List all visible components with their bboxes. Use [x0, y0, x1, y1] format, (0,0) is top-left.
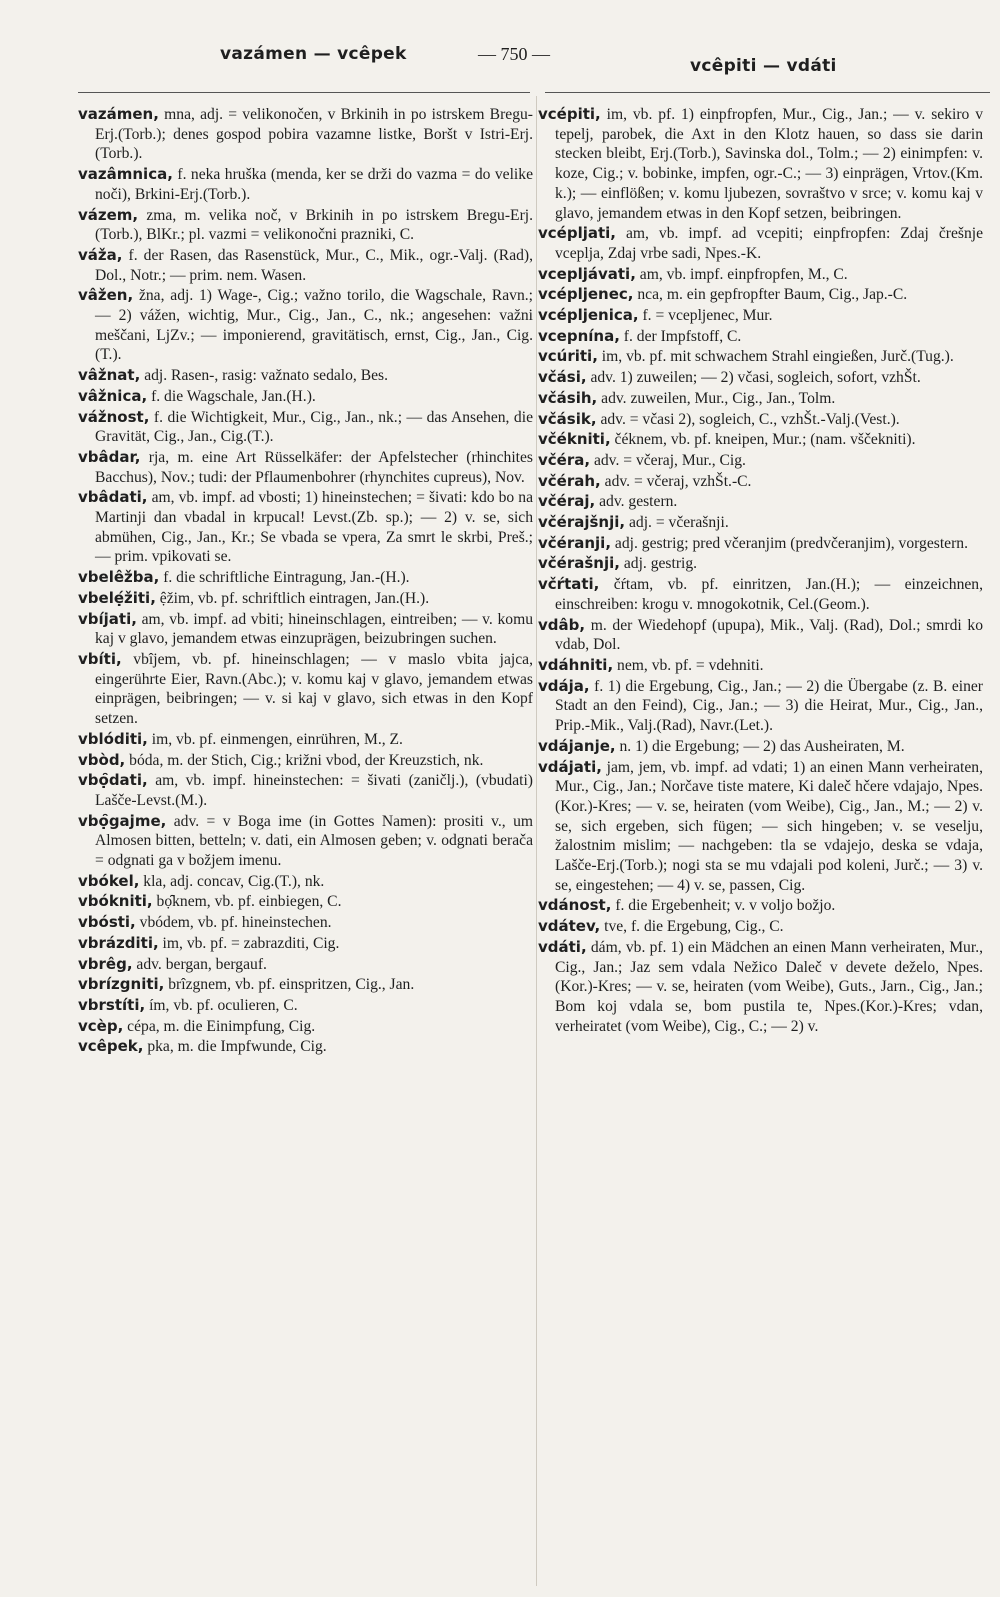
- entry-definition: f. = vcepljenec, Mur.: [638, 307, 773, 325]
- dictionary-entry: [538, 513, 983, 533]
- entry-headword: vdâb,: [538, 615, 586, 634]
- dictionary-entry: [538, 472, 983, 492]
- entry-definition: bọ̑knem, vb. pf. einbiegen, C.: [152, 893, 342, 911]
- entry-definition: adv. bergan, bergauf.: [132, 955, 267, 973]
- dictionary-entry: [538, 347, 983, 367]
- dictionary-entry: [538, 492, 983, 512]
- dictionary-entry: [78, 246, 533, 285]
- dictionary-entry: [538, 430, 983, 450]
- entry-definition: tve, f. die Ergebung, Cig., C.: [600, 918, 784, 936]
- entry-headword: vázem,: [78, 205, 139, 224]
- dictionary-entry: [78, 448, 533, 487]
- entry-headword: vbọ̑gajme,: [78, 811, 167, 830]
- entry-definition: im, vb. pf. 1) einpfropfen, Mur., Cig., Jan.; — v. sekiro v tepelj, parobek, die Axt in den Klotz hauen, so dass sie darin stecken bleibt, Erj.(Torb.), Savinska dol., Tolm.; — 2) einimpfen: v. koze, Cig.; v. bobinke, impfen, ogr.-C.; — 3) einprägen, Vrtov.(Km. k.); — einflößen; v. komu ljubezen, sovraštvo v srce; v. komu kaj v glavo, jemandem etwas in den Kopf setzen, beibringen.: [555, 106, 983, 222]
- entry-definition: adj. gestrig; pred včeranjim (predvčeranjim), vorgestern.: [611, 534, 968, 552]
- dictionary-entry: [538, 534, 983, 554]
- entry-definition: kla, adj. concav, Cig.(T.), nk.: [139, 872, 325, 890]
- entry-definition: n. 1) die Ergebung; — 2) das Ausheiraten, M.: [615, 737, 905, 755]
- dictionary-entry: [538, 938, 983, 1037]
- entry-definition: ệžim, vb. pf. schriftlich eintragen, Jan.(H.).: [155, 589, 430, 607]
- entry-definition: zma, m. velika noč, v Brkinih in po istrskem Bregu-Erj.(Torb.), BlKr.; pl. vazmi = velikonočni prazniki, C.: [95, 206, 533, 244]
- entry-definition: pka, m. die Impfwunde, Cig.: [143, 1038, 327, 1056]
- entry-headword: vcépiti,: [538, 105, 601, 123]
- entry-definition: rja, m. eine Art Rüsselkäfer: der Apfelstecher (rhinchites Bacchus), Nov.; tudi: der Pflaumenbohrer (rhynchites cupreus), Nov.: [95, 448, 533, 486]
- dictionary-entry: [538, 758, 983, 896]
- page-header: [0, 36, 1000, 76]
- entry-definition: dám, vb. pf. 1) ein Mädchen an einen Mann verheiraten, Mur., Cig., Jan.; Jaz sem vdala Nežico Daleč v devete deželo, Npes.(Kor.)-Kres; — v. se, heiraten (vom Weibe), Guts., Jarn., Cig., Jan.; Bom koj vdala se, bom pustila te, Npes.(Kor.)-Kres; vdan, verheiratet (vom Weibe), Cig., C.; — 2) v.: [555, 938, 983, 1035]
- dictionary-entry: [538, 285, 983, 305]
- entry-headword: vdáti,: [538, 937, 587, 956]
- dictionary-entry: [78, 387, 533, 407]
- entry-headword: včérah,: [538, 471, 601, 490]
- entry-definition: cépa, m. die Einimpfung, Cig.: [123, 1017, 316, 1035]
- entry-definition: f. neka hruška (menda, ker se drži do vazma = do velike noči), Brkini-Erj.(Torb.).: [95, 166, 533, 203]
- dictionary-entry: [538, 616, 983, 655]
- entry-headword: vbíjati,: [78, 609, 137, 628]
- entry-headword: vazâmnica,: [78, 165, 173, 184]
- entry-headword: vdájati,: [538, 757, 602, 776]
- entry-headword: vbâdar,: [78, 447, 141, 466]
- dictionary-entry: [538, 389, 983, 409]
- dictionary-entry: [78, 366, 533, 386]
- entry-definition: am, vb. impf. ad vcepiti; einpfropfen: Zdaj črešnje vceplja, Zdaj vrbe sadi, Npes.-K.: [555, 225, 983, 262]
- dictionary-entry: [78, 589, 533, 609]
- entry-headword: včási,: [538, 368, 587, 387]
- entry-headword: vbókniti,: [78, 892, 153, 911]
- entry-headword: vbósti,: [78, 913, 136, 932]
- entry-headword: vbókel,: [78, 871, 140, 890]
- entry-definition: im, vb. pf. mit schwachem Strahl eingießen, Jurč.(Tug.).: [597, 348, 954, 366]
- entry-definition: f. die Wagschale, Jan.(H.).: [147, 387, 316, 405]
- entry-headword: vazámen,: [78, 105, 159, 123]
- entry-definition: am, vb. impf. einpfropfen, M., C.: [635, 265, 848, 283]
- entry-definition: ím, vb. pf. oculieren, C.: [145, 996, 298, 1014]
- entry-definition: am, vb. impf. hineinstechen: = šivati (zaničlj.), (vbudati) Lašče-Levst.(M.).: [95, 772, 533, 809]
- dictionary-entry: [538, 554, 983, 574]
- entry-headword: vcépljati,: [538, 224, 616, 243]
- page-number: — 750 —: [478, 44, 550, 64]
- entry-headword: včásih,: [538, 388, 598, 407]
- entry-definition: adj. gestrig.: [619, 555, 698, 573]
- entry-definition: adv. gestern.: [595, 493, 678, 511]
- header-rule-right: [545, 92, 990, 93]
- entry-definition: im, vb. pf. = zabrazditi, Cig.: [158, 934, 340, 952]
- dictionary-entry: [538, 656, 983, 676]
- dictionary-entry: [538, 917, 983, 937]
- entry-headword: vcèp,: [78, 1016, 124, 1035]
- entry-headword: vbrízgniti,: [78, 975, 165, 994]
- left-column: [78, 105, 533, 1058]
- entry-headword: vdáhniti,: [538, 655, 614, 674]
- entry-definition: nca, m. ein gepfropfter Baum, Cig., Jap.-C.: [633, 286, 908, 304]
- entry-headword: vcépljenica,: [538, 306, 639, 325]
- entry-headword: včérajšnji,: [538, 513, 626, 532]
- entry-headword: vdánost,: [538, 896, 612, 915]
- entry-definition: f. der Impfstoff, C.: [619, 327, 742, 345]
- dictionary-entry: [538, 737, 983, 757]
- dictionary-entry: [538, 105, 983, 223]
- entry-headword: včékniti,: [538, 430, 611, 449]
- entry-definition: čŕtam, vb. pf. einritzen, Jan.(H.); — einzeichnen, einschreiben: krogu v. mnogokotnik, Cel.(Geom.).: [555, 576, 983, 613]
- entry-definition: f. der Rasen, das Rasenstück, Mur., C., Mik., ogr.-Valj. (Rad), Dol., Notr.; — prim. nem. Wasen.: [95, 246, 533, 284]
- entry-headword: vcépljenec,: [538, 285, 634, 304]
- dictionary-entry: [78, 105, 533, 164]
- entry-headword: vbrázditi,: [78, 933, 159, 952]
- entry-headword: včásik,: [538, 409, 597, 428]
- entry-headword: včérašnji,: [538, 554, 620, 573]
- dictionary-entry: [78, 975, 533, 995]
- entry-headword: vcêpek,: [78, 1037, 144, 1056]
- dictionary-entry: [538, 368, 983, 388]
- header-rule-left: [78, 92, 530, 93]
- entry-headword: vážnost,: [78, 407, 150, 426]
- entry-definition: čéknem, vb. pf. kneipen, Mur.; (nam. vščekniti).: [610, 431, 916, 449]
- entry-definition: brîzgnem, vb. pf. einspritzen, Cig., Jan.: [164, 976, 415, 994]
- dictionary-entry: [538, 410, 983, 430]
- dictionary-entry: [538, 677, 983, 736]
- entry-definition: m. der Wiedehopf (upupa), Mik., Valj. (Rad), Dol.; smrdi ko vdab, Dol.: [555, 616, 983, 654]
- entry-headword: váža,: [78, 245, 123, 264]
- entry-definition: adj. Rasen-, rasig: važnato sedalo, Bes.: [140, 367, 389, 385]
- dictionary-entry: [78, 730, 533, 750]
- entry-headword: vbrêg,: [78, 954, 133, 973]
- entry-definition: adv. 1) zuweilen; — 2) včasi, sogleich, sofort, vzhŠt.: [586, 369, 921, 387]
- entry-headword: vbelẹ́žiti,: [78, 588, 156, 607]
- column-divider: [536, 96, 537, 1586]
- entry-headword: vcepnína,: [538, 326, 620, 345]
- entry-definition: adv. = včeraj, vzhŠt.-C.: [600, 472, 752, 490]
- entry-headword: vbelêžba,: [78, 568, 160, 587]
- dictionary-entry: [78, 286, 533, 365]
- header-left-range: vazámen — vcêpek: [220, 44, 407, 64]
- entry-headword: včéranji,: [538, 533, 612, 552]
- entry-definition: am, vb. impf. ad vbiti; hineinschlagen, eintreiben; — v. komu kaj v glavo, jemandem etwas einzuprägen, beizubringen suchen.: [95, 610, 533, 648]
- entry-headword: vbíti,: [78, 649, 122, 668]
- dictionary-entry: [78, 650, 533, 729]
- entry-headword: vbòd,: [78, 750, 126, 769]
- entry-definition: jam, jem, vb. impf. ad vdati; 1) an einen Mann verheiraten, Mur., Cig., Jan.; Norčave tiste matere, Ki daleč hčere vdajajo, Npes.(Kor.)-Kres; — v. se, heiraten (vom Weibe), Cig., Jan., M.; — 2) v. se, sich ergeben, sich fügen; — sich hingeben; v. se veselju, žalostnim mislim; — nachgeben: tla se vdajejo, deska se vdaja, Lašče-Erj.(Torb.); nogi sta se mu vdajali pod koleni, Jurč.; — 3) v. se, eingestehen; — 4) v. se, passen, Cig.: [555, 758, 983, 894]
- entry-definition: nem, vb. pf. = vdehniti.: [613, 656, 764, 674]
- entry-headword: vdájanje,: [538, 736, 616, 755]
- dictionary-entry: [78, 812, 533, 871]
- dictionary-entry: [78, 913, 533, 933]
- dictionary-entry: [538, 224, 983, 263]
- entry-headword: vbâdati,: [78, 488, 148, 507]
- entry-definition: im, vb. pf. einmengen, einrühren, M., Z.: [147, 730, 403, 748]
- entry-definition: adv. = včeraj, Mur., Cig.: [590, 451, 746, 469]
- dictionary-entry: [538, 306, 983, 326]
- entry-definition: am, vb. impf. ad vbosti; 1) hineinstechen; = šivati: kdo bo na Martinji dan vbadal in krpucal! Levst.(Zb. sp.); — 2) v. se, sich abmühen, Cig., Jan., Kr.; Se vbada se vpera, Za smrt le skrbi, Preš.; — prim. vpikovati se.: [95, 489, 533, 566]
- entry-headword: vâžnica,: [78, 386, 148, 405]
- entry-definition: mna, adj. = velikonočen, v Brkinih in po istrskem Bregu-Erj.(Torb.); denes gospod pobira vazamne listke, Boršt v Istri-Erj.(Torb.).: [95, 106, 533, 163]
- dictionary-entry: [78, 872, 533, 892]
- dictionary-entry: [78, 751, 533, 771]
- dictionary-entry: [538, 896, 983, 916]
- entry-headword: vcúriti,: [538, 347, 598, 366]
- entry-headword: vbrstíti,: [78, 995, 146, 1014]
- entry-headword: vbọ̑dati,: [78, 771, 148, 790]
- entry-definition: adv. = v Boga ime (in Gottes Namen): prositi v., um Almosen bitten, betteln; v. dati, ein Almosen geben; v. odgnati berača = odgnati ga v božjem imenu.: [95, 812, 533, 870]
- dictionary-entry: [78, 892, 533, 912]
- entry-headword: vdája,: [538, 676, 590, 695]
- dictionary-entry: [78, 568, 533, 588]
- dictionary-entry: [538, 265, 983, 285]
- dictionary-entry: [78, 1037, 533, 1057]
- right-column: [538, 105, 983, 1037]
- dictionary-entry: [538, 327, 983, 347]
- dictionary-entry: [78, 771, 533, 810]
- dictionary-entry: [78, 488, 533, 567]
- dictionary-entry: [78, 610, 533, 649]
- dictionary-entry: [78, 1017, 533, 1037]
- entry-definition: bóda, m. der Stich, Cig.; križni vbod, der Kreuzstich, nk.: [125, 751, 484, 769]
- entry-definition: vbîjem, vb. pf. hineinschlagen; — v maslo vbita jajca, eingerührte Eier, Ravn.(Abc.); v. komu kaj v glavo, jemandem etwas einprägen, beibringen; — v. si kaj v glavo, sich etwas in den Kopf setzen.: [95, 650, 533, 728]
- entry-headword: vcepljávati,: [538, 264, 636, 283]
- entry-definition: f. 1) die Ergebung, Cig., Jan.; — 2) die Übergabe (z. B. einer Stadt an den Feind), Cig., Jan.; — 3) die Heirat, Mur., Cig., Jan., Prip.-Mik., Valj.(Rad), Navr.(Let.).: [555, 677, 983, 735]
- entry-definition: f. die schriftliche Eintragung, Jan.-(H.).: [159, 569, 410, 587]
- entry-headword: včéra,: [538, 450, 591, 469]
- entry-definition: žna, adj. 1) Wage-, Cig.; važno torilo, die Wagschale, Ravn.; — 2) vážen, wichtig, Mur., Cig., Jan., C., nk.; angesehen: važni meščani, LjZv.; — imponierend, gravitätisch, ernst, Cig., Jan., Cig.(T.).: [95, 287, 533, 364]
- dictionary-entry: [78, 206, 533, 245]
- dictionary-entry: [78, 408, 533, 447]
- entry-definition: adv. = včasi 2), sogleich, C., vzhŠt.-Valj.(Vest.).: [596, 410, 900, 428]
- entry-definition: f. die Ergebenheit; v. v voljo božjo.: [611, 897, 836, 915]
- entry-headword: včéraj,: [538, 492, 596, 511]
- dictionary-entry: [78, 996, 533, 1016]
- entry-definition: f. die Wichtigkeit, Mur., Cig., Jan., nk.; — das Ansehen, die Gravität, Cig., Jan., Cig.(T.).: [95, 408, 533, 446]
- dictionary-entry: [538, 451, 983, 471]
- entry-headword: vdátev,: [538, 917, 601, 936]
- header-right-range: vcêpiti — vdáti: [690, 56, 837, 76]
- dictionary-entry: [78, 955, 533, 975]
- entry-definition: adj. = včerašnji.: [625, 514, 729, 532]
- entry-definition: vbódem, vb. pf. hineinstechen.: [135, 914, 332, 932]
- entry-headword: vâžnat,: [78, 366, 141, 385]
- dictionary-entry: [538, 575, 983, 614]
- entry-headword: včŕtati,: [538, 575, 600, 594]
- entry-definition: adv. zuweilen, Mur., Cig., Jan., Tolm.: [597, 389, 836, 407]
- entry-headword: vblóditi,: [78, 729, 148, 748]
- entry-headword: vâžen,: [78, 286, 134, 305]
- dictionary-entry: [78, 165, 533, 204]
- dictionary-entry: [78, 934, 533, 954]
